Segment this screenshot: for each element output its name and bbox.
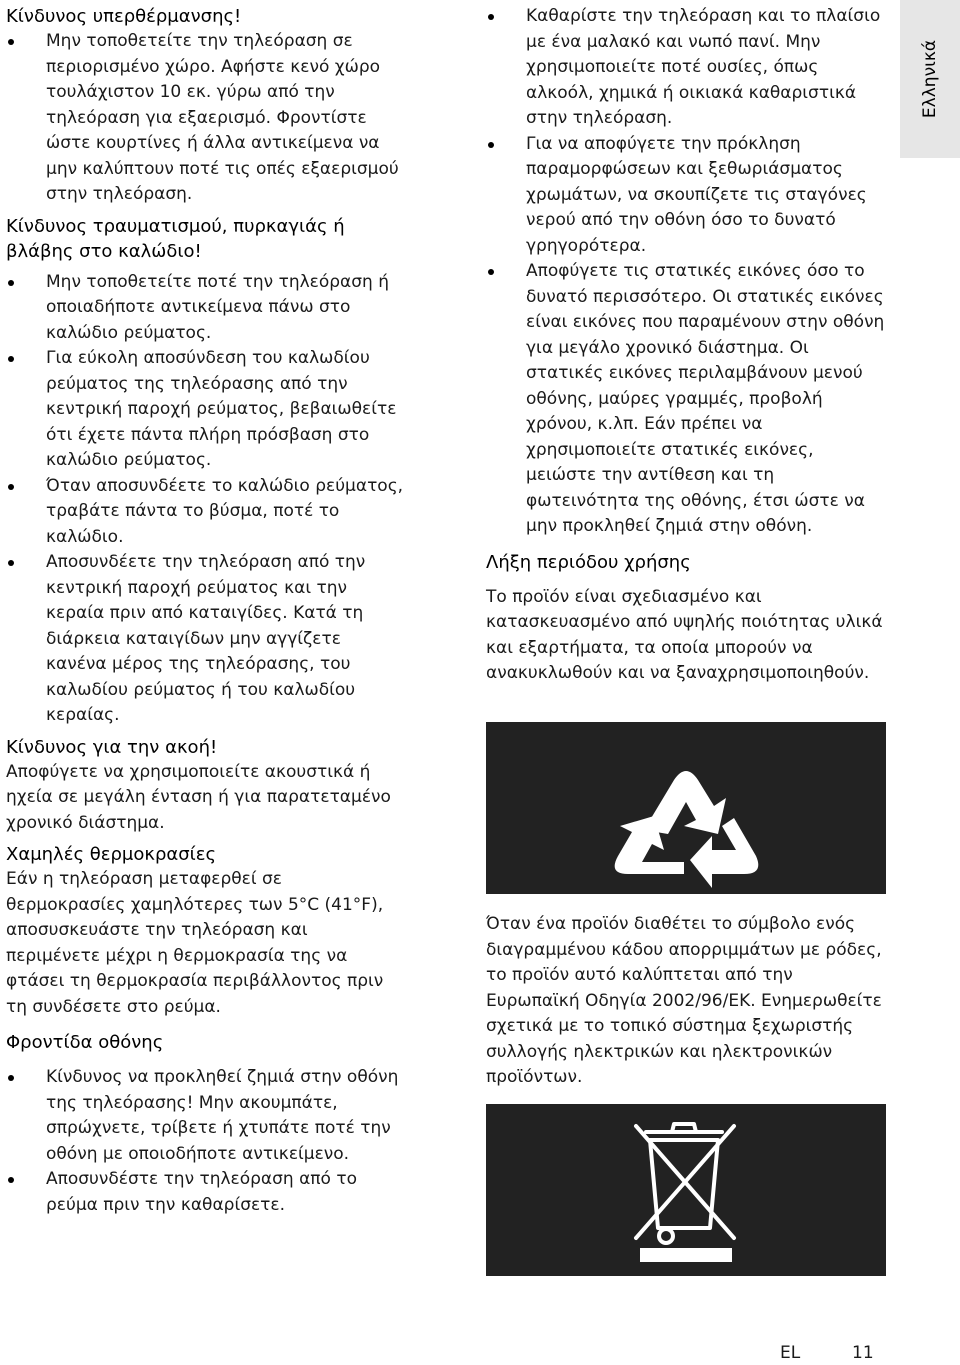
list-item: Αποσυνδέετε την τηλεόραση από την κεντρική παροχή ρεύματος και την κεραία πριν από καταιγίδες. Κατά τη διάρκεια καταιγίδων μην αγγίζετε κανένα μέρος της τηλεόρασης, του καλωδίου ρεύματος ή του καλωδίου κεραίας. [6, 550, 406, 729]
end-of-life-heading: Λήξη περιόδου χρήσης [486, 551, 691, 573]
screen-care-list-continued [486, 4, 886, 540]
cable-list [6, 270, 406, 729]
list-item: Μην τοποθετείτε την τηλεόραση σε περιορισμένο χώρο. Αφήστε κενό χώρο τουλάχιστον 10 εκ. γύρω από την τηλεόραση για εξαερισμό. Φροντίστε ώστε κουρτίνες ή άλλα αντικείμενα να μην καλύπτουν ποτέ τις οπές εξαερισμού στην τηλεόραση. [6, 29, 406, 208]
low-temp-heading: Χαμηλές θερμοκρασίες [6, 844, 217, 865]
crossed-out-wheelie-bin-icon [486, 1104, 886, 1276]
overheat-heading: Κίνδυνος υπερθέρμανσης! [6, 6, 242, 27]
cable-heading: Κίνδυνος τραυματισμού, πυρκαγιάς ή βλάβης στο καλώδιο! [6, 215, 345, 262]
page-number: 11 [852, 1343, 874, 1363]
hearing-text: Αποφύγετε να χρησιμοποιείτε ακουστικά ή ηχεία σε μεγάλη ένταση ή για παρατεταμένο χρονικό διάστημα. [6, 761, 391, 833]
hearing-heading: Κίνδυνος για την ακοή! [6, 736, 218, 758]
recycle-icon [486, 722, 886, 894]
overheat-section [6, 4, 406, 208]
list-item: Καθαρίστε την τηλεόραση και το πλαίσιο με ένα μαλακό και νωπό πανί. Μην χρησιμοποιείτε ποτέ ουσίες, όπως αλκοόλ, χημικά ή οικιακά καθαριστικά στην τηλεόραση. [486, 4, 886, 132]
list-item: Κίνδυνος να προκληθεί ζημιά στην οθόνη της τηλεόρασης! Μην ακουμπάτε, σπρώχνετε, τρίβετε ή χτυπάτε ποτέ την οθόνη με οποιοδήποτε αντικείμενο. [6, 1065, 406, 1167]
screen-care-section [6, 1030, 406, 1218]
language-tab [900, 0, 960, 158]
weee-text: Όταν ένα προϊόν διαθέτει το σύμβολο ενός διαγραμμένου κάδου απορριμμάτων με ρόδες, το προϊόν αυτό καλύπτεται από την Ευρωπαϊκή Οδηγία 2002/96/ΕΚ. Ενημερωθείτε σχετικά με το τοπικό σύστημα ξεχωριστής συλλογής ηλεκτρικών και ηλεκτρονικών προϊόντων. [486, 914, 882, 1087]
low-temp-text: Εάν η τηλεόραση μεταφερθεί σε θερμοκρασίες χαμηλότερες των 5°C (41°F), αποσυσκευάστε την τηλεόραση και περιμένετε μέχρι η θερμοκρασία της να φτάσει τη θερμοκρασία περιβάλλοντος πριν τη συνδέσετε στο ρεύμα. [6, 869, 384, 1017]
list-item: Για εύκολη αποσύνδεση του καλωδίου ρεύματος της τηλεόρασης από την κεντρική παροχή ρεύματος, βεβαιωθείτε ότι έχετε πάντα πλήρη πρόσβαση στο καλώδιο ρεύματος. [6, 346, 406, 474]
left-column [6, 4, 406, 1218]
overheat-list [6, 29, 406, 208]
cable-section [6, 214, 406, 729]
right-column [486, 4, 886, 687]
screen-care-heading: Φροντίδα οθόνης [6, 1032, 164, 1053]
end-of-life-section [486, 550, 886, 687]
low-temp-section [6, 842, 406, 1020]
end-of-life-text: Το προϊόν είναι σχεδιασμένο και κατασκευασμένο από υψηλής ποιότητας υλικά και εξαρτήματα, τα οποία μπορούν να ανακυκλωθούν και να ξαναχρησιμοποιηθούν. [486, 586, 883, 683]
list-item: Για να αποφύγετε την πρόκληση παραμορφώσεων και ξεθωριάσματος χρωμάτων, να σκουπίζετε τις σταγόνες νερού από την οθόνη όσο το δυνατό γρηγορότερα. [486, 132, 886, 260]
footer-language-code: EL [780, 1343, 801, 1363]
list-item: Αποσυνδέστε την τηλεόραση από το ρεύμα πριν την καθαρίσετε. [6, 1167, 406, 1218]
language-tab-label: Ελληνικά [920, 39, 940, 119]
recycle-symbol-panel [486, 722, 886, 894]
list-item: Αποφύγετε τις στατικές εικόνες όσο το δυνατό περισσότερο. Οι στατικές εικόνες είναι εικόνες που παραμένουν στην οθόνη για μεγάλο χρονικό διάστημα. Οι στατικές εικόνες περιλαμβάνουν μενού οθόνης, μαύρες γραμμές, προβολή χρόνου, κ.λπ. Εάν πρέπει να χρησιμοποιείτε στατικές εικόνες, μειώστε την αντίθεση και τη φωτεινότητα της οθόνης, έτσι ώστε να μην προκληθεί ζημιά στην οθόνη. [486, 259, 886, 540]
weee-symbol-panel [486, 1104, 886, 1276]
screen-care-list [6, 1065, 406, 1218]
list-item: Όταν αποσυνδέετε το καλώδιο ρεύματος, τραβάτε πάντα το βύσμα, ποτέ το καλώδιο. [6, 474, 406, 551]
hearing-section [6, 735, 406, 837]
list-item: Μην τοποθετείτε ποτέ την τηλεόραση ή οποιαδήποτε αντικείμενα πάνω στο καλώδιο ρεύματος. [6, 270, 406, 347]
